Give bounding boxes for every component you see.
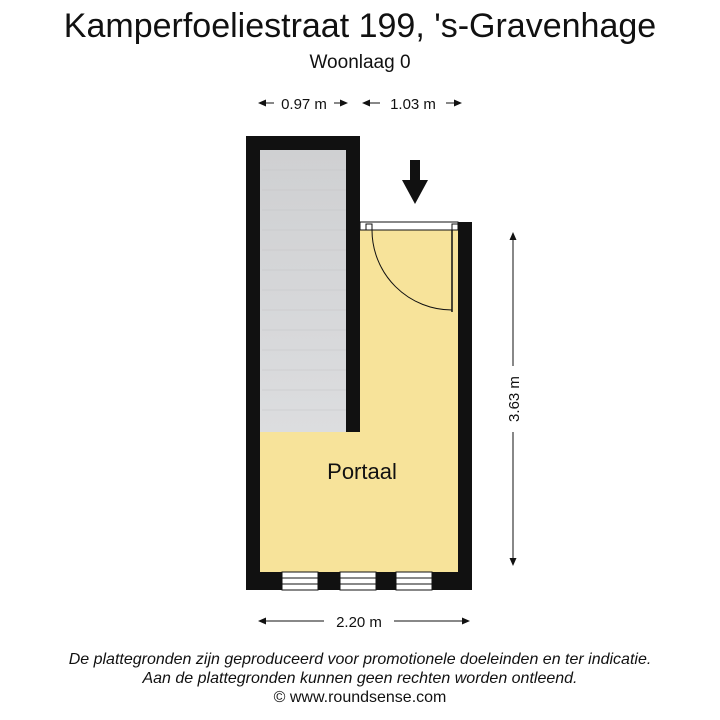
entrance-arrow-icon	[402, 160, 428, 204]
window	[396, 572, 432, 590]
windows	[282, 572, 432, 590]
window	[282, 572, 318, 590]
plan-title: Kamperfoeliestraat 199, 's-Gravenhage	[63, 7, 657, 45]
copyright-link[interactable]: © www.roundsense.com	[273, 689, 447, 706]
dimension-right-label: 3.63 m	[506, 376, 523, 422]
dimension-bottom-label: 2.20 m	[336, 614, 382, 631]
staircase	[260, 150, 348, 432]
disclaimer	[0, 650, 720, 707]
disclaimer-line-1: De plattegronden zijn geproduceerd voor promotionele doeleinden en ter indicatie.	[68, 651, 652, 668]
room-label: Portaal	[327, 459, 397, 484]
disclaimer-line-2: Aan de plattegronden kunnen geen rechten worden ontleend.	[142, 670, 578, 687]
dimension-top-right-label: 1.03 m	[390, 96, 436, 113]
window	[340, 572, 376, 590]
dimension-top-left-label: 0.97 m	[281, 96, 327, 113]
floor-label: Woonlaag 0	[309, 52, 411, 73]
